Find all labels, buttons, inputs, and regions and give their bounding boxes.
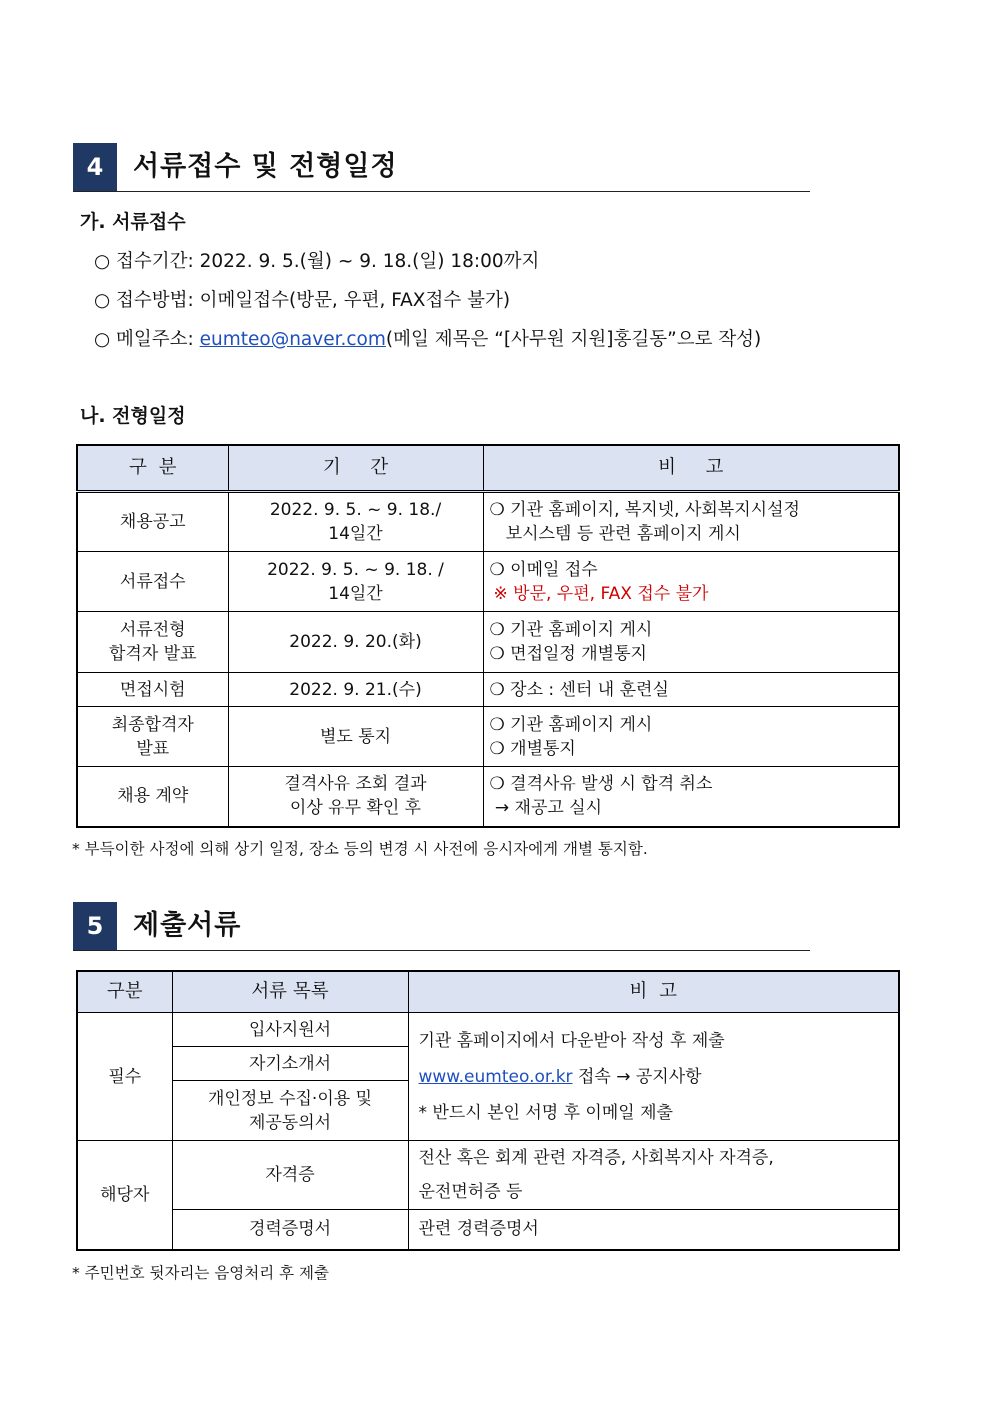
applicable-label: 해당자 [77, 1141, 172, 1250]
row-notes: ❍ 결격사유 발생 시 합격 취소 → 재공고 실시 [483, 767, 899, 827]
section-title: 서류접수 및 전형일정 [133, 151, 398, 182]
bullet-method: ○ 접수방법: 이메일접수(방문, 우편, FAX접수 불가) [94, 290, 511, 311]
row-period: 2022. 9. 21.(수) [228, 673, 483, 707]
table-row [77, 612, 899, 673]
row-notes: ❍ 기관 홈페이지, 복지넷, 사회복지시설정 보시스템 등 관련 홈페이지 게시 [483, 492, 899, 552]
schedule-table [76, 444, 900, 828]
row-label: 채용 계약 [77, 767, 228, 827]
bullet-period: ○ 접수기간: 2022. 9. 5.(월) ~ 9. 18.(일) 18:00까지 [94, 251, 540, 272]
doc-item: 자격증 [172, 1141, 408, 1210]
table-row [77, 1210, 899, 1250]
header-period: 기 간 [228, 445, 483, 492]
row-notes: ❍ 장소 : 센터 내 훈련실 [483, 673, 899, 707]
section-5-header [73, 902, 810, 951]
row-notes: ❍ 이메일 접수 ※ 방문, 우편, FAX 접수 불가 [483, 552, 899, 612]
header-notes: 비 고 [408, 971, 899, 1013]
row-notes: ❍ 기관 홈페이지 게시 ❍ 면접일정 개별통지 [483, 612, 899, 673]
table-row [77, 767, 899, 827]
required-label: 필수 [77, 1013, 172, 1141]
table-row [77, 492, 899, 552]
row-label: 면접시험 [77, 673, 228, 707]
header-notes: 비 고 [483, 445, 899, 492]
table-row [77, 673, 899, 707]
mail-suffix: (메일 제목은 “[사무원 지원]홍길동”으로 작성) [385, 329, 762, 350]
email-link[interactable]: eumteo@naver.com [199, 329, 386, 350]
documents-table [76, 970, 900, 1251]
row-label: 채용공고 [77, 492, 228, 552]
required-note: 기관 홈페이지에서 다운받아 작성 후 제출 www.eumteo.or.kr 접속 → 공지사항 * 반드시 본인 서명 후 이메일 제출 [408, 1013, 899, 1141]
cert-note: 전산 혹은 회계 관련 자격증, 사회복지사 자격증, 운전면허증 등 [408, 1141, 899, 1210]
subsection-a-title: 가. 서류접수 [80, 211, 186, 233]
section-4-header [73, 143, 810, 192]
documents-header-row [77, 971, 899, 1013]
doc-item: 입사지원서 [172, 1013, 408, 1047]
header-category: 구 분 [77, 445, 228, 492]
row-period: 2022. 9. 5. ~ 9. 18./ 14일간 [228, 492, 483, 552]
row-label: 최종합격자 발표 [77, 707, 228, 767]
table-row [77, 1141, 899, 1210]
schedule-footnote: * 부득이한 사정에 의해 상기 일정, 장소 등의 변경 시 사전에 응시자에게 개별 통지함. [72, 840, 648, 858]
career-note: 관련 경력증명서 [408, 1210, 899, 1250]
section-number: 5 [73, 902, 117, 950]
homepage-link[interactable]: www.eumteo.or.kr [418, 1066, 573, 1087]
doc-item: 자기소개서 [172, 1047, 408, 1081]
row-label: 서류전형 합격자 발표 [77, 612, 228, 673]
schedule-header-row [77, 445, 899, 492]
row-period: 2022. 9. 20.(화) [228, 612, 483, 673]
doc-item: 경력증명서 [172, 1210, 408, 1250]
table-row [77, 1013, 899, 1047]
row-notes: ❍ 기관 홈페이지 게시 ❍ 개별통지 [483, 707, 899, 767]
row-period: 2022. 9. 5. ~ 9. 18. / 14일간 [228, 552, 483, 612]
bullet-mail [94, 325, 761, 351]
table-row [77, 552, 899, 612]
row-period: 결격사유 조회 결과 이상 유무 확인 후 [228, 767, 483, 827]
section-number: 4 [73, 143, 117, 191]
section-title: 제출서류 [133, 910, 242, 941]
documents-footnote: * 주민번호 뒷자리는 음영처리 후 제출 [72, 1264, 329, 1282]
row-label: 서류접수 [77, 552, 228, 612]
row-period: 별도 통지 [228, 707, 483, 767]
warning-note: ※ 방문, 우편, FAX 접수 불가 [493, 583, 709, 604]
table-row [77, 707, 899, 767]
header-doc-list: 서류 목록 [172, 971, 408, 1013]
mail-prefix: ○ 메일주소: [94, 329, 200, 350]
subsection-b-title: 나. 전형일정 [80, 405, 186, 427]
header-category: 구분 [77, 971, 172, 1013]
doc-item: 개인정보 수집·이용 및 제공동의서 [172, 1081, 408, 1141]
